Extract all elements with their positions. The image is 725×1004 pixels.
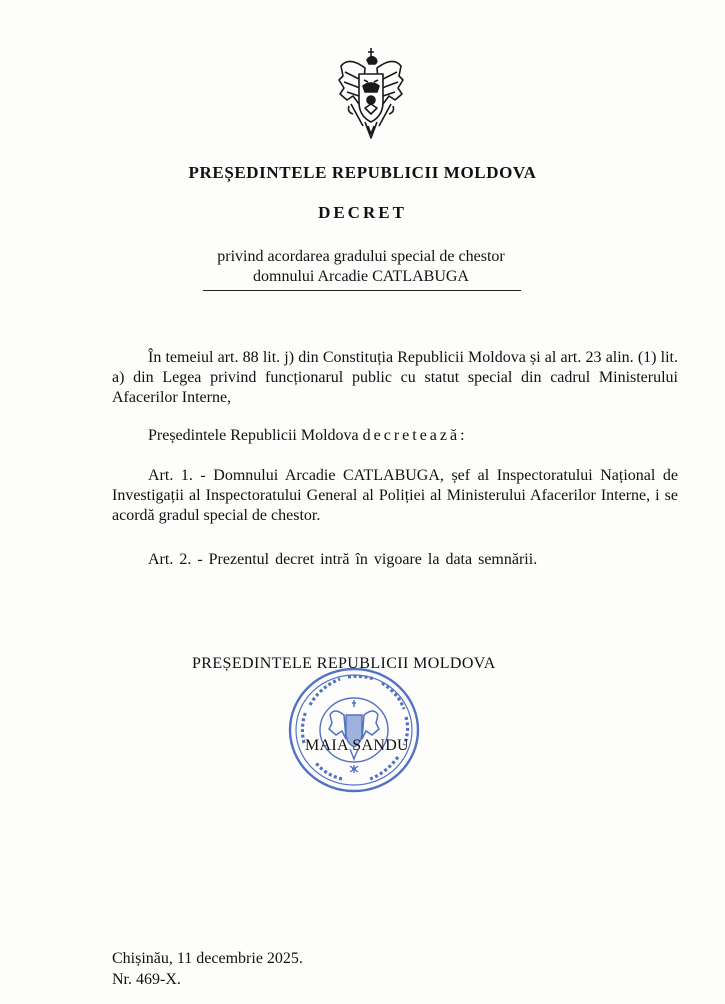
- subject-line-1: privind acordarea gradului special de chestor: [217, 248, 505, 265]
- article-1-paragraph: Art. 1. - Domnului Arcadie CATLABUGA, șef al Inspectoratului Național de Investigații al Inspectoratului General al Poliției al Ministerului Afacerilor Interne, i se acordă gradul special de chestor.: [112, 467, 678, 524]
- decrees-prefix: Președintele Republicii Moldova: [148, 427, 363, 444]
- place-and-number: [112, 948, 303, 990]
- decrees-word: decretează:: [362, 427, 468, 444]
- document-type-heading: DECRET: [318, 203, 407, 222]
- issuer-heading: PREȘEDINTELE REPUBLICII MOLDOVA: [188, 163, 537, 182]
- place-date: Chișinău, 11 decembrie 2025.: [112, 950, 303, 967]
- presidential-seal-icon: [286, 665, 422, 795]
- subject-line-2: domnului Arcadie CATLABUGA: [253, 268, 469, 285]
- moldova-coat-of-arms-icon: [335, 46, 407, 142]
- decree-subject: [200, 247, 522, 287]
- subject-underline: [203, 290, 521, 291]
- article-2-paragraph: Art. 2. - Prezentul decret intră în vigoare la data semnării.: [148, 551, 538, 568]
- signature-title: PREȘEDINTELE REPUBLICII MOLDOVA: [192, 655, 496, 672]
- decrees-paragraph: [148, 426, 678, 446]
- decree-number: Nr. 469-X.: [112, 971, 181, 988]
- preamble-paragraph: În temeiul art. 88 lit. j) din Constituția Republicii Moldova și al art. 23 alin. (1) lit. a) din Legea privind funcționarul public cu statut special din cadrul Ministerului Afacerilor Interne,: [112, 349, 678, 406]
- signatory-name: MAIA SANDU: [305, 737, 409, 754]
